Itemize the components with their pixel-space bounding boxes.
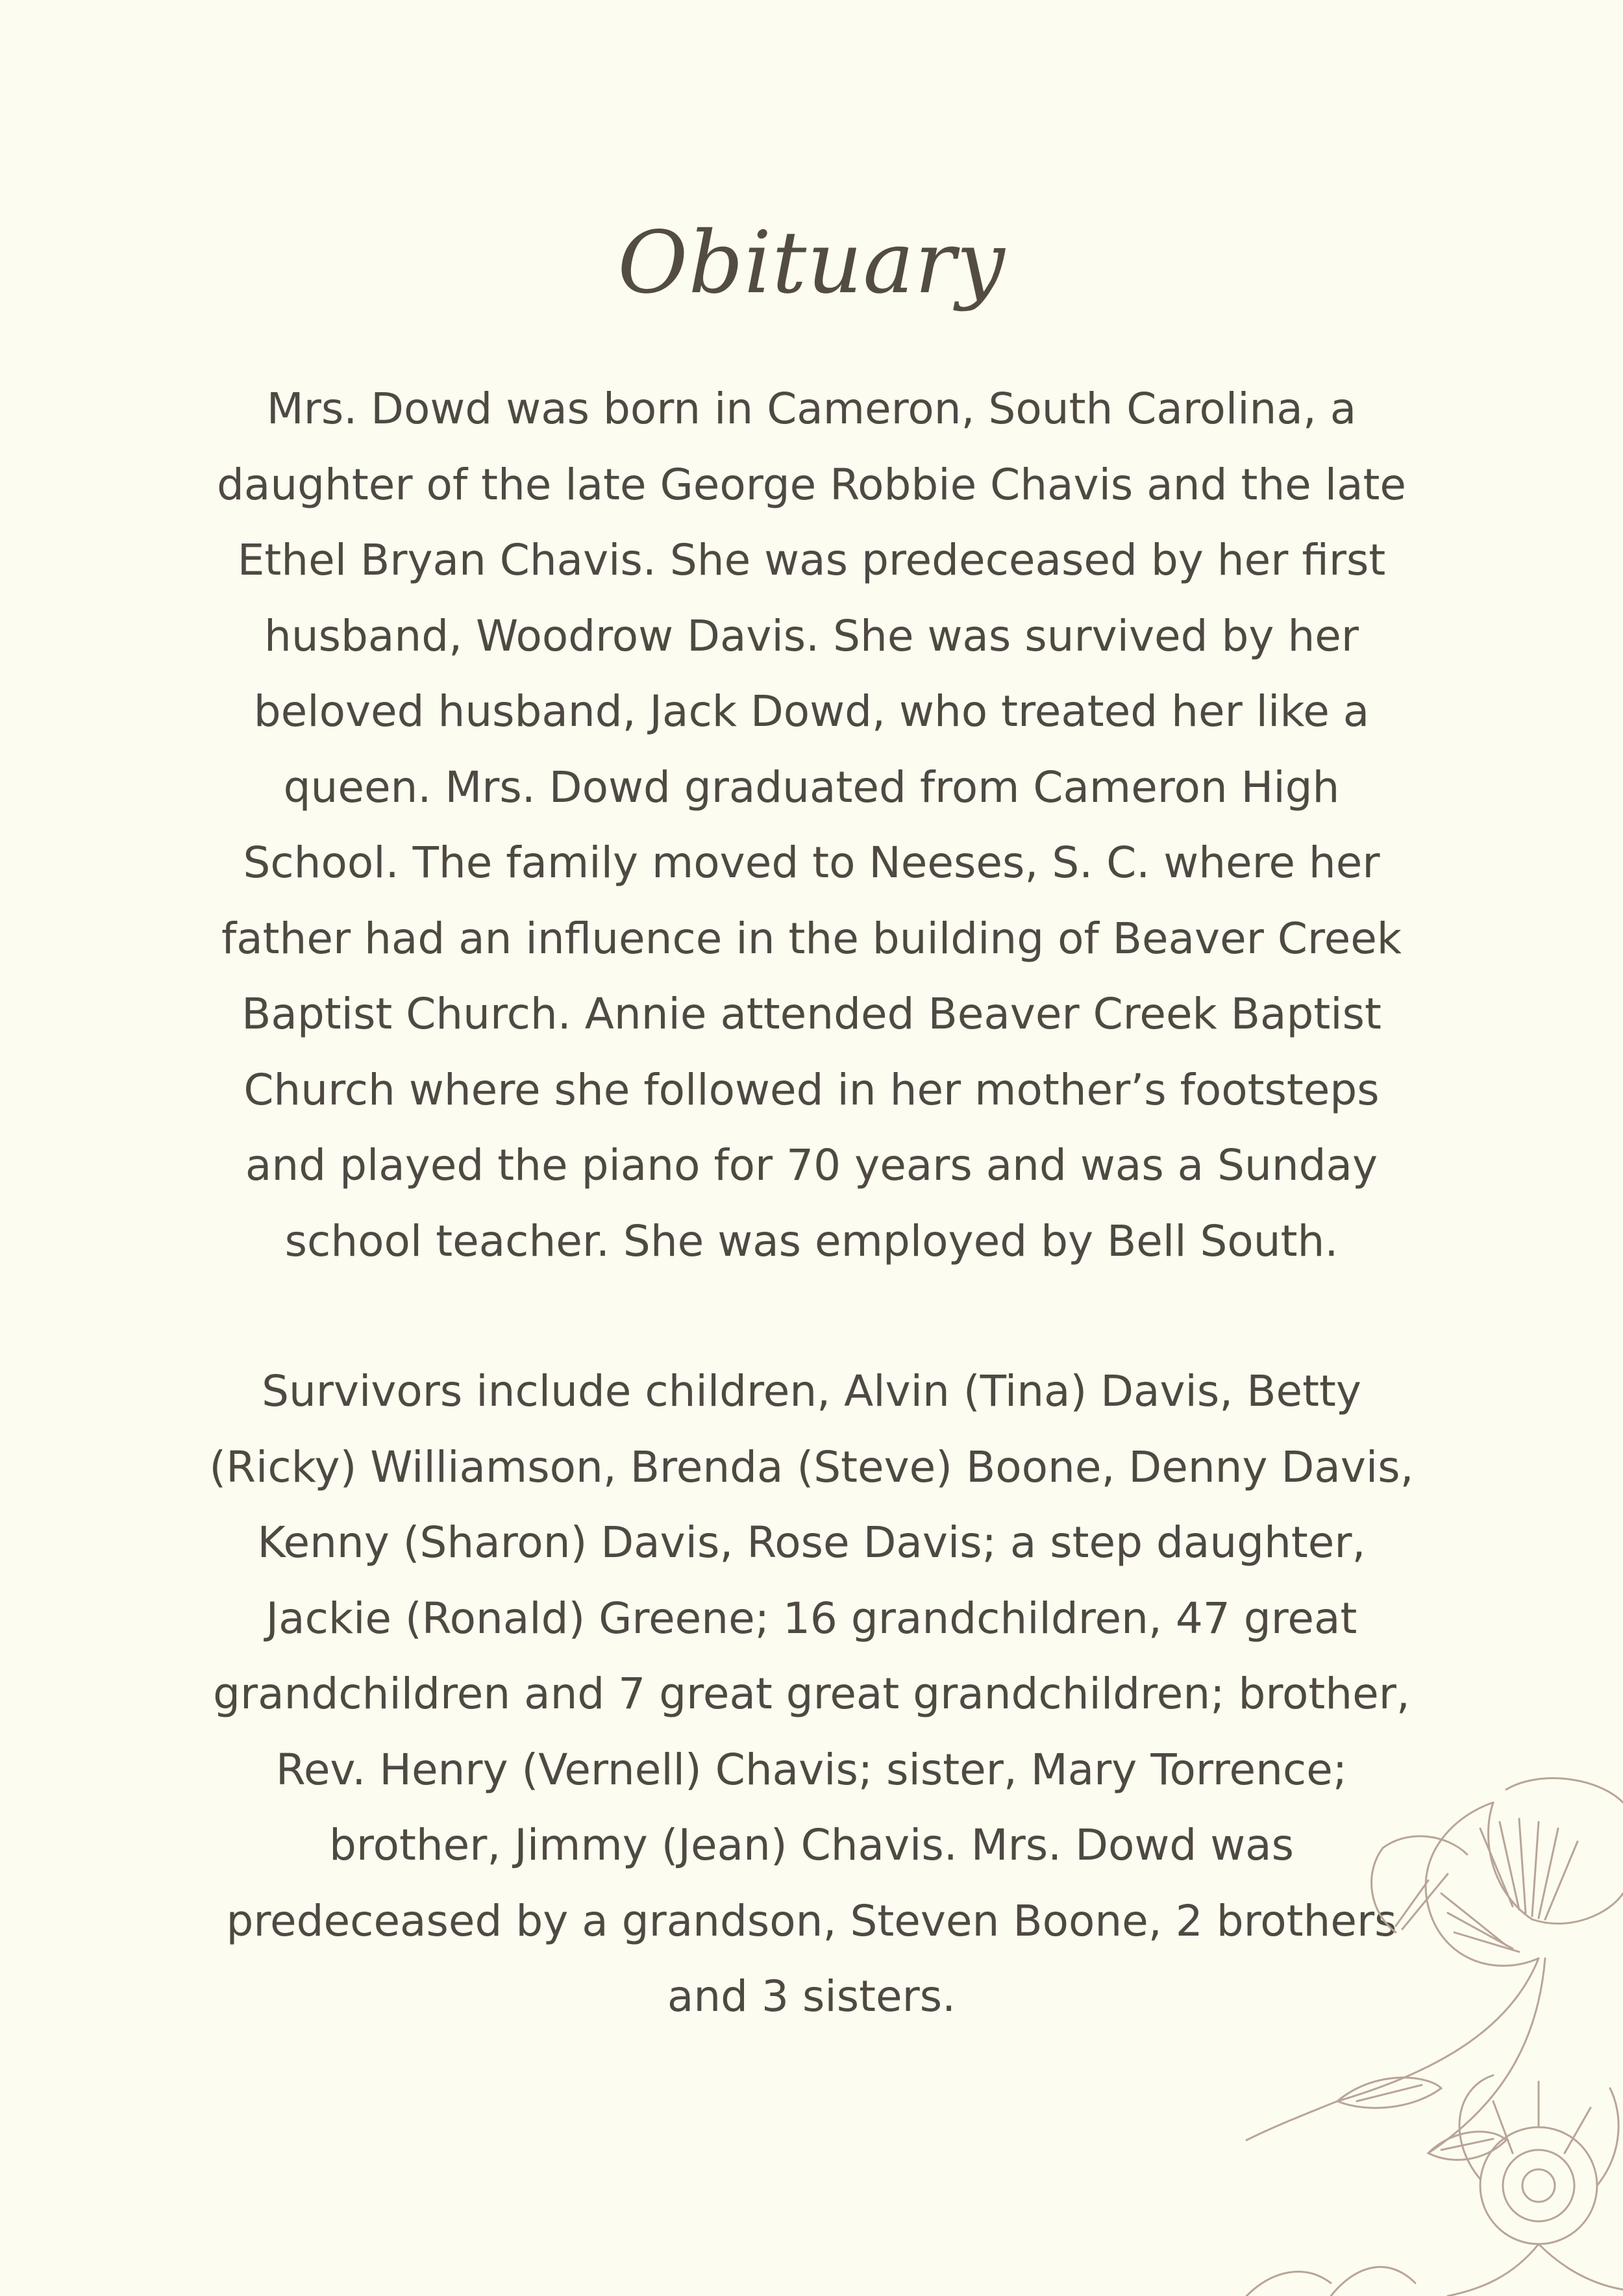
obituary-paragraph-2: Survivors include children, Alvin (Tina) Davis, Betty (Ricky) Williamson, Brenda (Steve) Boone, Denny Davis, Kenny (Sharon) Davis, Rose Davis; a step daughter, Jackie (Ronald) Greene; 16 grandchildren, 47 great grandchildren and 7 great great grandchildren; brother, Rev. Henry (Vernell) Chavis; sister, Mary Torrence; brother, Jimmy (Jean) Chavis. Mrs. Dowd was predeceased by a grandson, Steven Boone, 2 brothers and 3 sisters. <box>209 1366 1414 2021</box>
obituary-paragraph-1: Mrs. Dowd was born in Cameron, South Carolina, a daughter of the late George Robbie Chavis and the late Ethel Bryan Chavis. She was predeceased by her first husband, Woodrow Davis. She was survived by her beloved husband, Jack Dowd, who treated her like a queen. Mrs. Dowd graduated from Cameron High School. The family moved to Neeses, S. C. where her father had an influence in the building of Beaver Creek Baptist Church. Annie attended Beaver Creek Baptist Church where she followed in her mother’s footsteps and played the piano for 70 years and was a Sunday school teacher. She was employed by Bell South. <box>216 384 1406 1266</box>
floral-illustration-icon <box>1233 1764 1623 2296</box>
page-title: Obituary <box>617 213 1006 313</box>
